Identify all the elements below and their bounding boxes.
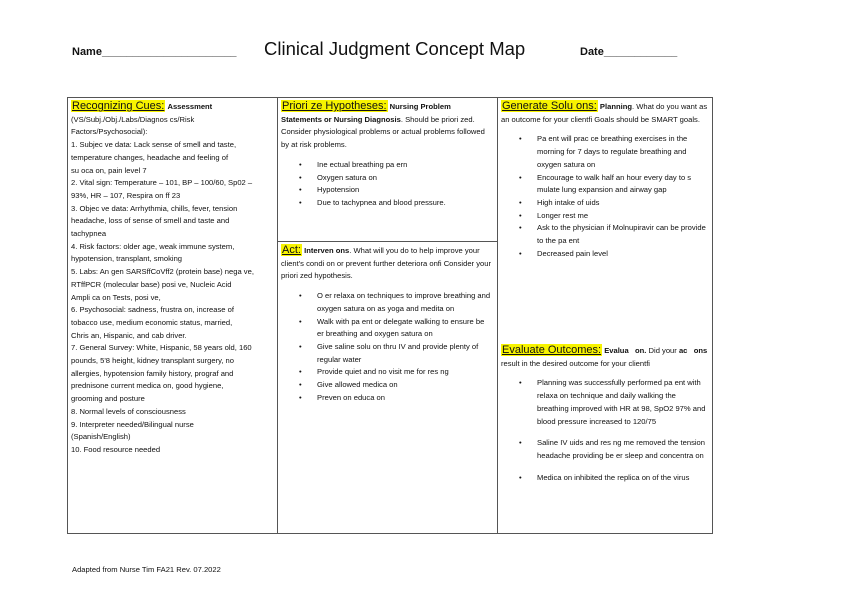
name-field[interactable]: Name______________________: [72, 46, 237, 58]
hypotheses-heading: Priori ze Hypotheses:: [282, 100, 387, 112]
footer-note: Adapted from Nurse Tim FA21 Rev. 07.2022: [72, 565, 221, 574]
concept-map-table: [67, 97, 713, 534]
cues-line: grooming and posture: [71, 394, 145, 404]
intervention-item: • O er relaxa on techniques to improve breathing and oxygen satura on as yoga and medita on: [317, 290, 493, 315]
cues-line: 1. Subjec ve data: Lack sense of smell and taste,: [71, 140, 237, 150]
cues-line: hypotension, transplant, smoking: [71, 254, 183, 264]
cues-section: [68, 98, 277, 457]
cues-line: temperature changes, headache and feeling of: [71, 152, 229, 162]
cues-line: 2. Vital sign: Temperature – 101, BP – 100/60, Sp02 –: [71, 178, 253, 188]
act-heading: Act:: [282, 244, 301, 256]
cues-line: su oca on, pain level 7: [71, 165, 147, 175]
solutions-list: [501, 133, 708, 260]
cues-line: 3. Objec ve data: Arrhythmia, chills, fever, tension: [71, 203, 238, 213]
outcomes-section: Evaluate Outcomes: Evalua on. Did your ac ons result in the desired outcome for your clientfi • Planning was successfully performed pa ent with relaxa on technique and daily walking the breathing improved with HR at 98, SpO2 97% and blood pressure increased to 120/75 • Saline IV uids and res ng me removed the tension headache providing be er sleep and concentra on • Medica on inhibited the replica on of the virus: [498, 342, 712, 493]
outcomes-heading: Evaluate Outcomes:: [502, 344, 602, 356]
solutions-section: [498, 98, 712, 260]
solutions-outcomes-column: [498, 98, 712, 533]
outcomes-list: [501, 377, 708, 484]
cues-line: 4. Risk factors: older age, weak immune system,: [71, 241, 235, 251]
act-subheading: Interven ons: [304, 246, 350, 255]
date-field[interactable]: Date____________: [580, 46, 678, 58]
outcome-item: • Saline IV uids and res ng me removed the tension headache providing be er sleep and concentra on: [537, 437, 708, 462]
outcome-item: • Medica on inhibited the replica on of the virus: [537, 472, 708, 485]
hypotheses-subheading: Nursing Problem: [389, 102, 451, 111]
cues-line: (VS/Subj./Obj./Labs/Diagnos cs/Risk: [71, 114, 195, 124]
intervention-item: • Preven on educa on: [317, 392, 493, 405]
cues-line: Ampli ca on Tests, posi ve,: [71, 292, 161, 302]
cues-line: prednisone current medica on, good hygiene,: [71, 381, 224, 391]
solution-item: • Encourage to walk half an hour every day to s mulate lung expansion and airway gap: [537, 172, 708, 197]
cues-line: 9. Interpreter needed/Bilingual nurse: [71, 419, 194, 429]
hypotheses-intro: Statements or Nursing Diagnosis. Should be priori zed. Consider physiological problems or actual problems followed by at risk problems.: [281, 114, 485, 150]
act-section: [278, 242, 497, 404]
cues-line: RTffPCR (molecular base) posi ve, Nucleic Acid: [71, 279, 232, 289]
hypotheses-act-column: [278, 98, 498, 533]
solution-item: • Ask to the physician if Molnupiravir can be provide to the pa ent: [537, 222, 708, 247]
outcome-item: • Planning was successfully performed pa ent with relaxa on technique and daily walking the breathing improved with HR at 98, SpO2 97% and blood pressure increased to 120/75: [537, 377, 708, 428]
cues-line: 7. General Survey: White, Hispanic, 58 years old, 160: [71, 343, 252, 353]
hypotheses-section: [278, 98, 497, 210]
cues-line: 10. Food resource needed: [71, 444, 161, 454]
act-list: [281, 290, 493, 404]
cues-line: Chris an, Hispanic, and cab driver.: [71, 330, 187, 340]
cues-line: allergies, hypotension family history, prograf and: [71, 368, 234, 378]
intervention-item: • Give saline solu on thru IV and provide plenty of regular water: [317, 341, 493, 366]
page-title: Clinical Judgment Concept Map: [264, 38, 526, 59]
hypotheses-list: [281, 159, 493, 210]
hypothesis-item: • Oxygen satura on: [317, 172, 493, 185]
solution-item: • Longer rest me: [537, 210, 708, 223]
cues-line: 5. Labs: An gen SARSffCoVff2 (protein base) nega ve,: [71, 267, 254, 277]
solution-item: • High intake of uids: [537, 197, 708, 210]
intervention-item: • Give allowed medica on: [317, 379, 493, 392]
solution-item: • Decreased pain level: [537, 248, 708, 261]
solution-item: • Pa ent will prac ce breathing exercises in the morning for 7 days to regulate breathing and oxygen satura on: [537, 133, 708, 171]
cues-line: 6. Psychosocial: sadness, frustra on, increase of: [71, 305, 234, 315]
solutions-subheading: Planning: [599, 102, 632, 111]
hypothesis-item: • Due to tachypnea and blood pressure.: [317, 197, 493, 210]
hypothesis-item: • Hypotension: [317, 184, 493, 197]
page-header: [0, 38, 842, 64]
cues-line: tobacco use, medium economic status, married,: [71, 317, 233, 327]
cues-text: [71, 114, 273, 457]
hypothesis-item: • Ine ectual breathing pa ern: [317, 159, 493, 172]
cues-line: 8. Normal levels of consciousness: [71, 406, 186, 416]
solutions-intro: . What do you want as an outcome for your clientfi Goals should be SMART goals.: [501, 102, 708, 124]
intervention-item: • Walk with pa ent or delegate walking to ensure be er breathing and oxygen satura on: [317, 316, 493, 341]
cues-line: 93%, HR – 107, Respira on ff 23: [71, 190, 181, 200]
intervention-item: • Provide quiet and no visit me for res ng: [317, 366, 493, 379]
act-intro: . What will you do to help improve your client's condi on or prevent further deteriora onfi Consider your priori zed hypothesis.: [281, 246, 491, 281]
cues-line: pounds, 5'8 height, kidney transplant surgery, no: [71, 356, 234, 366]
cues-line: (Spanish/English): [71, 432, 131, 442]
cues-line: tachypnea: [71, 229, 107, 239]
solutions-heading: Generate Solu ons:: [502, 100, 597, 112]
cues-column: [68, 98, 278, 533]
cues-line: headache, loss of sense of smell and taste and: [71, 216, 230, 226]
cues-subheading: Assessment: [167, 102, 213, 111]
cues-heading: Recognizing Cues:: [72, 100, 165, 112]
cues-line: Factors/Psychosocial):: [71, 127, 148, 137]
